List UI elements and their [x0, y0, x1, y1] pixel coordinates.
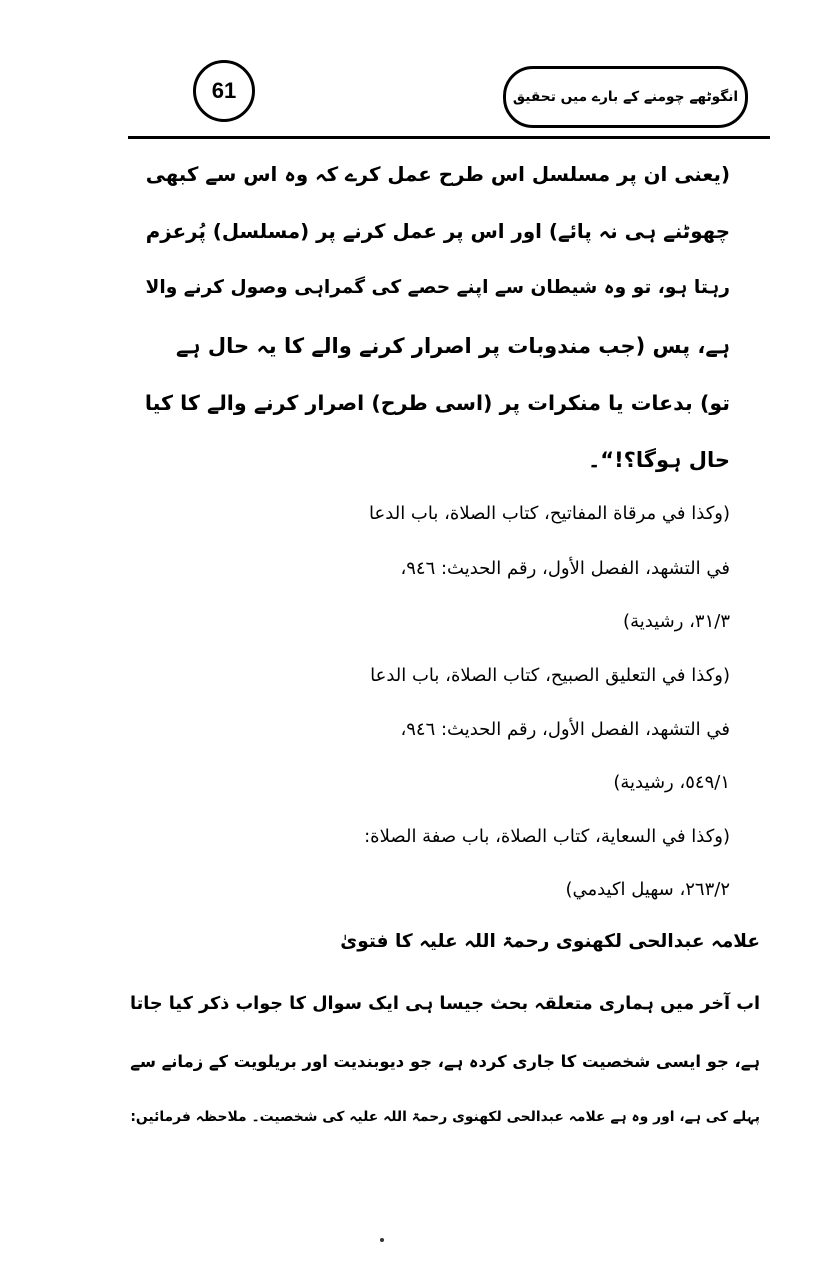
quote-line: (یعنی ان پر مسلسل اس طرح عمل کرے کہ وہ اس سے کبھی: [145, 163, 730, 186]
reference-line: (وكذا في مرقاة المفاتيح، كتاب الصلاة، باب الدعا: [369, 503, 730, 524]
reference-line: (وكذا في السعاية، كتاب الصلاة، باب صفة الصلاة:: [364, 826, 730, 847]
running-title: [503, 66, 748, 128]
reference-line: في التشهد، الفصل الأول، رقم الحديث: ٩٤٦،: [400, 719, 730, 740]
page-mark: [380, 1238, 384, 1242]
paragraph-line: اب آخر میں ہماری متعلقہ بحث جیسا ہی ایک سوال کا جواب ذکر کیا جاتا: [129, 994, 760, 1014]
quote-line: تو) بدعات یا منکرات پر (اسی طرح) اصرار کرنے والے کا کیا: [144, 391, 730, 415]
running-title-text: انگوٹھے چومنے کے بارے میں تحقیق: [512, 89, 739, 105]
page-number: [193, 60, 255, 122]
quote-line: حال ہوگا؟!“۔: [588, 448, 730, 472]
reference-line: ٥٤٩/١، رشيدية): [613, 772, 730, 793]
quote-line: رہتا ہو، تو وہ شیطان سے اپنے حصے کی گمراہی وصول کرنے والا: [145, 277, 730, 298]
header-divider: [128, 136, 770, 139]
paragraph-line: ہے، جو ایسی شخصیت کا جاری کردہ ہے، جو دیوبندیت اور بریلویت کے زمانے سے: [130, 1052, 760, 1071]
page-number-text: 61: [211, 78, 237, 103]
section-heading: علامہ عبدالحی لکھنوی رحمۃ اللہ علیہ کا فتویٰ: [340, 931, 760, 952]
reference-line: (وكذا في التعليق الصبيح، كتاب الصلاة، باب الدعا: [370, 665, 730, 686]
quote-line: چھوٹنے ہی نہ پائے) اور اس پر عمل کرنے پر (مسلسل) پُرعزم: [145, 220, 730, 243]
paragraph-line: پہلے کی ہے، اور وہ ہے علامہ عبدالحی لکھنوی رحمۃ اللہ علیہ کی شخصیت۔ ملاحظہ فرمائیں:: [130, 1109, 760, 1125]
reference-line: ٣١/٣، رشيدية): [623, 611, 730, 632]
quote-line: ہے، پس (جب مندوبات پر اصرار کرنے والے کا یہ حال ہے: [175, 334, 730, 358]
reference-line: في التشهد، الفصل الأول، رقم الحديث: ٩٤٦،: [400, 558, 730, 579]
reference-line: ٢٦٣/٢، سهيل اكيدمي): [565, 879, 730, 900]
